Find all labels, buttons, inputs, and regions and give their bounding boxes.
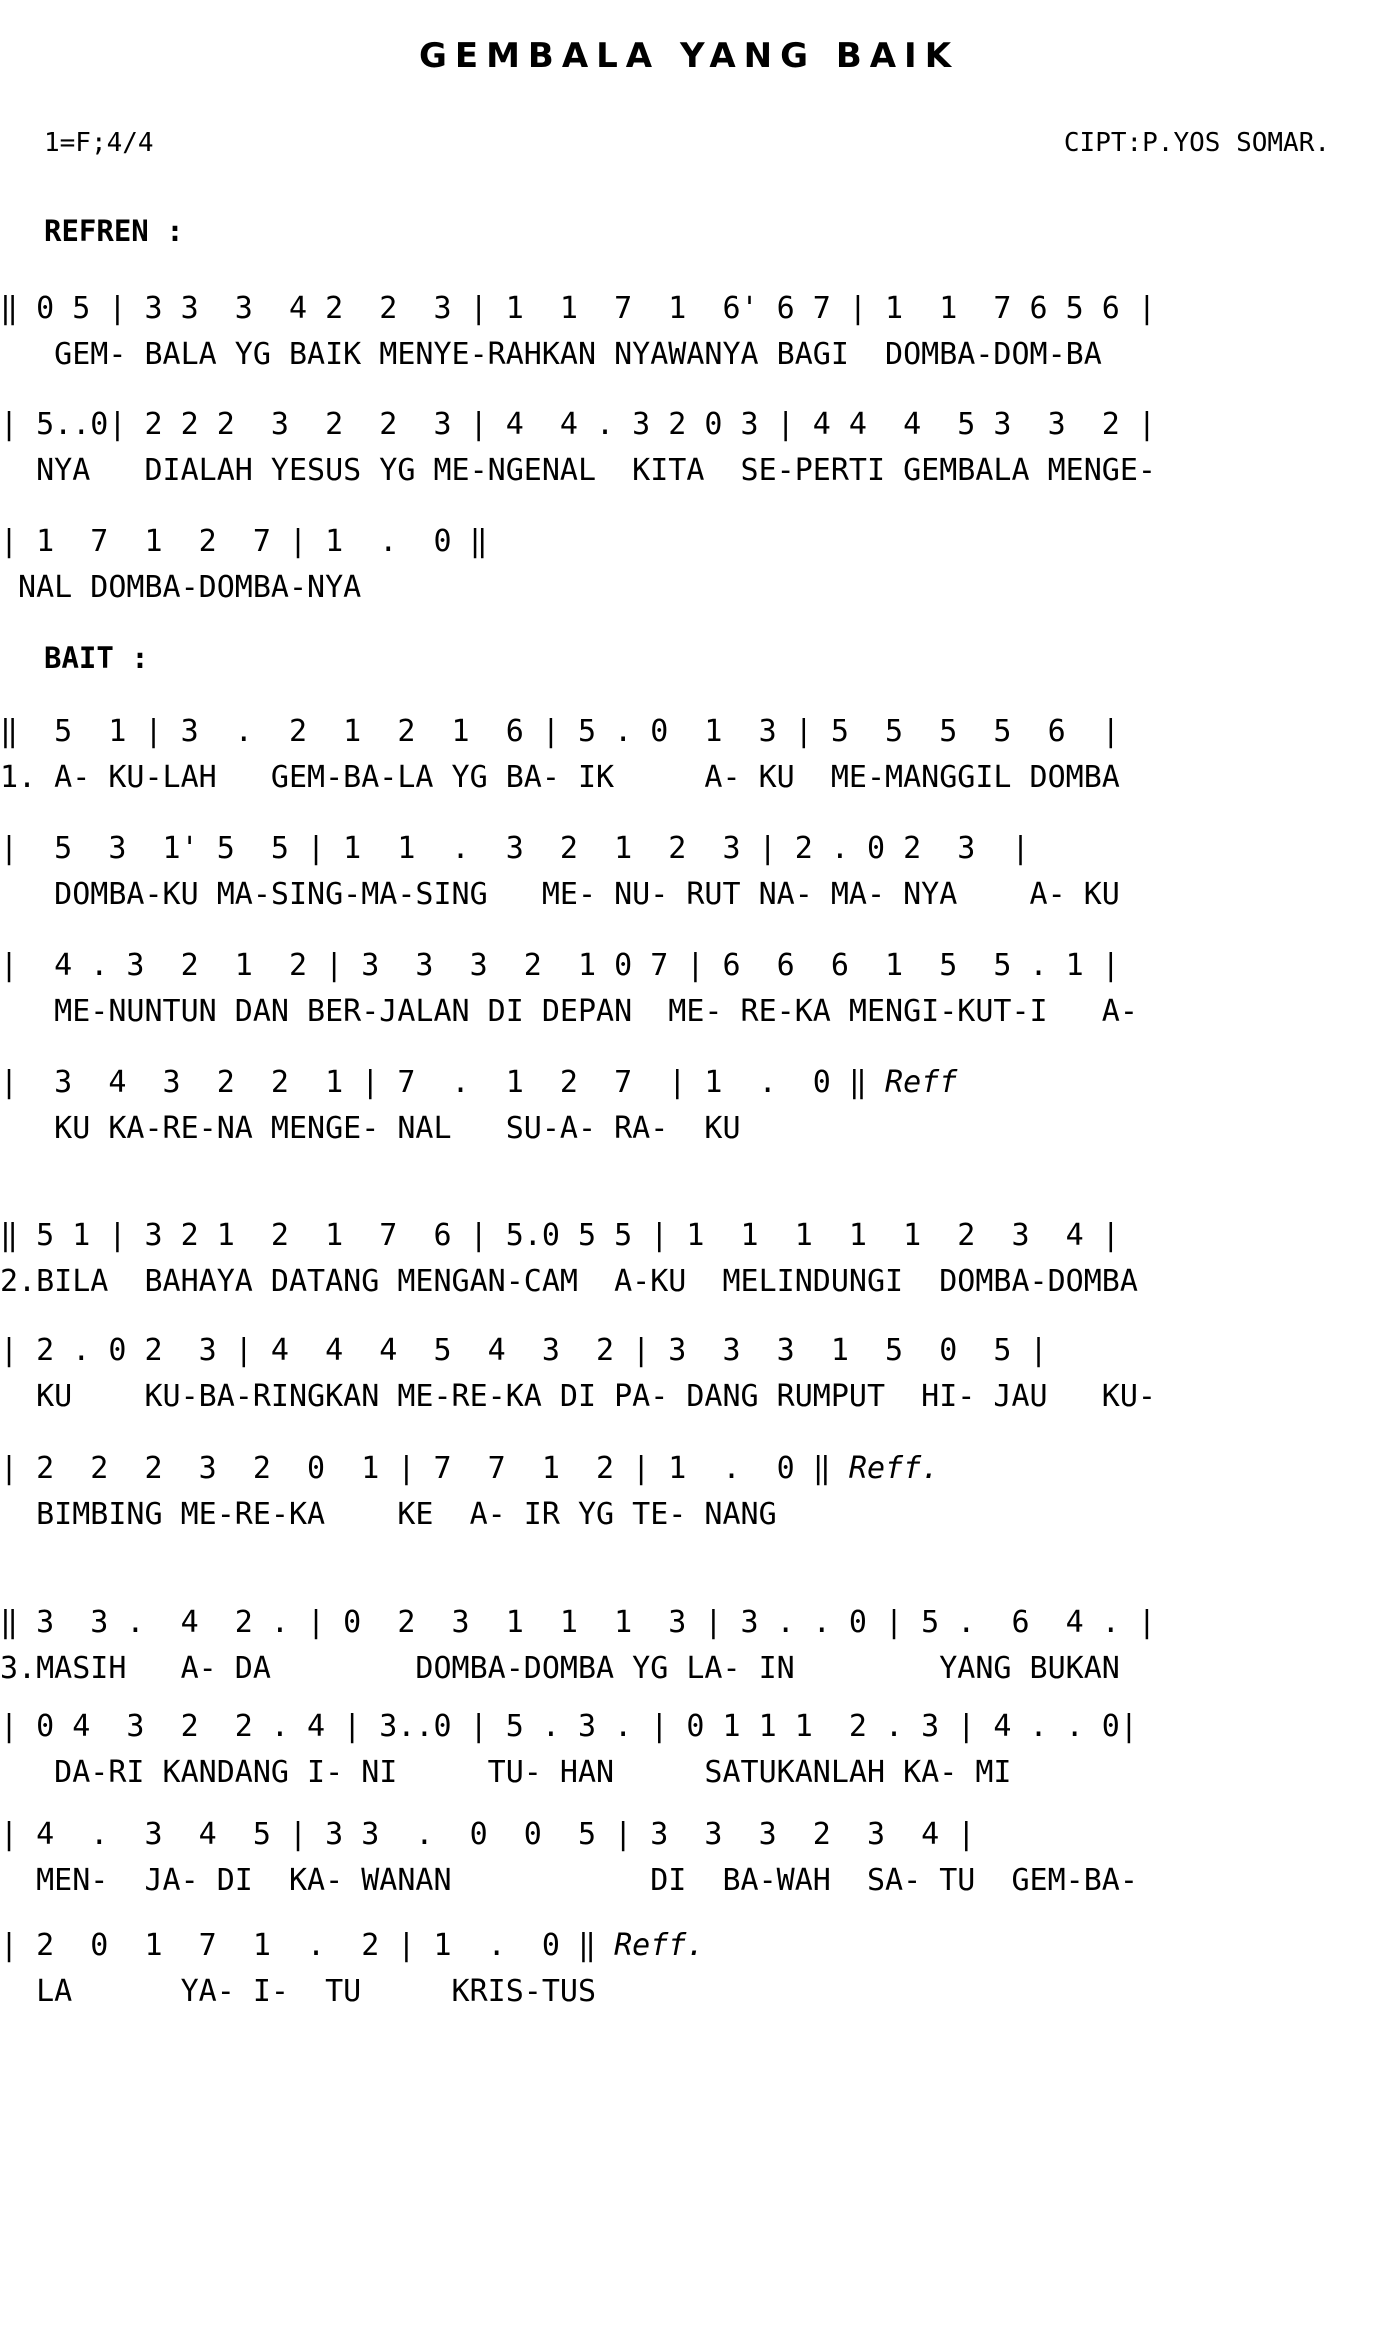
notation-line: | 5 3 1' 5 5 | 1 1 . 3 2 1 2 3 | 2 . 0 2 3 | — [0, 831, 1030, 866]
notation-line: ‖ 3 3 . 4 2 . | 0 2 3 1 1 1 3 | 3 . . 0 | 5 . 6 4 . | — [0, 1605, 1156, 1640]
bait-label: BAIT : — [44, 641, 149, 675]
lyric-line: DOMBA-KU MA-SING-MA-SING ME- NU- RUT NA- MA- NYA A- KU — [0, 877, 1120, 912]
refren-line-2 — [0, 407, 1378, 520]
notation-line — [0, 1065, 1378, 1100]
refren-line-3 — [0, 524, 1378, 637]
lyric-line: DA-RI KANDANG I- NI TU- HAN SATUKANLAH KA- MI — [0, 1755, 1012, 1790]
verse-3-line-2 — [0, 1709, 1378, 1822]
notation-line — [0, 1928, 1378, 1963]
notation-line: | 5..0| 2 2 2 3 2 2 3 | 4 4 . 3 2 0 3 | 4 4 4 5 3 3 2 | — [0, 407, 1156, 442]
notation-line — [0, 1451, 1378, 1486]
verse-3-line-4 — [0, 1928, 1378, 2041]
lyric-line: KU KA-RE-NA MENGE- NAL SU-A- RA- KU — [0, 1111, 741, 1146]
lyric-line: MEN- JA- DI KA- WANAN DI BA-WAH SA- TU GEM-BA- — [0, 1863, 1138, 1898]
reff-marker: Reff. — [848, 1451, 940, 1486]
notation-line: | 4 . 3 4 5 | 3 3 . 0 0 5 | 3 3 3 2 3 4 | — [0, 1817, 976, 1852]
lyric-line: LA YA- I- TU KRIS-TUS — [0, 1974, 597, 2009]
notation-line: ‖ 5 1 | 3 . 2 1 2 1 6 | 5 . 0 1 3 | 5 5 5 5 6 | — [0, 714, 1120, 749]
verse-2-line-3 — [0, 1451, 1378, 1564]
reff-marker: Reff — [885, 1065, 958, 1100]
verse-1-line-4 — [0, 1065, 1378, 1178]
reff-marker: Reff. — [614, 1928, 705, 1963]
lyric-line: ME-NUNTUN DAN BER-JALAN DI DEPAN ME- RE-KA MENGI-KUT-I A- — [0, 994, 1138, 1029]
lyric-line: KU KU-BA-RINGKAN ME-RE-KA DI PA- DANG RUMPUT HI- JAU KU- — [0, 1379, 1156, 1414]
verse-1-line-3 — [0, 948, 1378, 1061]
key-signature: 1=F;4/4 — [44, 128, 154, 158]
refren-label: REFREN : — [44, 214, 184, 248]
notation-text: | 2 2 2 3 2 0 1 | 7 7 1 2 | 1 . 0 ‖ — [0, 1451, 831, 1486]
lyric-line: 2.BILA BAHAYA DATANG MENGAN-CAM A-KU MELINDUNGI DOMBA-DOMBA — [0, 1264, 1138, 1299]
lyric-line: NYA DIALAH YESUS YG ME-NGENAL KITA SE-PERTI GEMBALA MENGE- — [0, 453, 1156, 488]
verse-2-line-2 — [0, 1333, 1378, 1446]
verse-1-line-1 — [0, 714, 1378, 827]
verse-2-line-1 — [0, 1218, 1378, 1331]
notation-line: | 4 . 3 2 1 2 | 3 3 3 2 1 0 7 | 6 6 6 1 5 5 . 1 | — [0, 948, 1120, 983]
notation-line: | 1 7 1 2 7 | 1 . 0 ‖ — [0, 524, 488, 559]
notation-line: ‖ 5 1 | 3 2 1 2 1 7 6 | 5.0 5 5 | 1 1 1 1 1 2 3 4 | — [0, 1218, 1120, 1253]
composer-credit: CIPT:P.YOS SOMAR. — [1063, 128, 1330, 158]
lyric-line: NAL DOMBA-DOMBA-NYA — [0, 570, 362, 605]
lyric-line: BIMBING ME-RE-KA KE A- IR YG TE- NANG — [0, 1497, 777, 1532]
lyric-line: GEM- BALA YG BAIK MENYE-RAHKAN NYAWANYA BAGI DOMBA-DOM-BA — [0, 337, 1102, 372]
lyric-line: 3.MASIH A- DA DOMBA-DOMBA YG LA- IN YANG BUKAN — [0, 1651, 1120, 1686]
verse-3-line-3 — [0, 1817, 1378, 1930]
notation-text: | 2 0 1 7 1 . 2 | 1 . 0 ‖ — [0, 1928, 597, 1963]
verse-3-line-1 — [0, 1605, 1378, 1718]
notation-text: | 3 4 3 2 2 1 | 7 . 1 2 7 | 1 . 0 ‖ — [0, 1065, 867, 1100]
notation-line: | 2 . 0 2 3 | 4 4 4 5 4 3 2 | 3 3 3 1 5 0 5 | — [0, 1333, 1048, 1368]
verse-1-line-2 — [0, 831, 1378, 944]
lyric-line: 1. A- KU-LAH GEM-BA-LA YG BA- IK A- KU ME-MANGGIL DOMBA — [0, 760, 1120, 795]
song-title: GEMBALA YANG BAIK — [418, 36, 960, 76]
notation-line: | 0 4 3 2 2 . 4 | 3..0 | 5 . 3 . | 0 1 1 1 2 . 3 | 4 . . 0| — [0, 1709, 1138, 1744]
refren-line-1 — [0, 291, 1378, 404]
notation-line: ‖ 0 5 | 3 3 3 4 2 2 3 | 1 1 7 1 6' 6 7 | 1 1 7 6 5 6 | — [0, 291, 1156, 326]
